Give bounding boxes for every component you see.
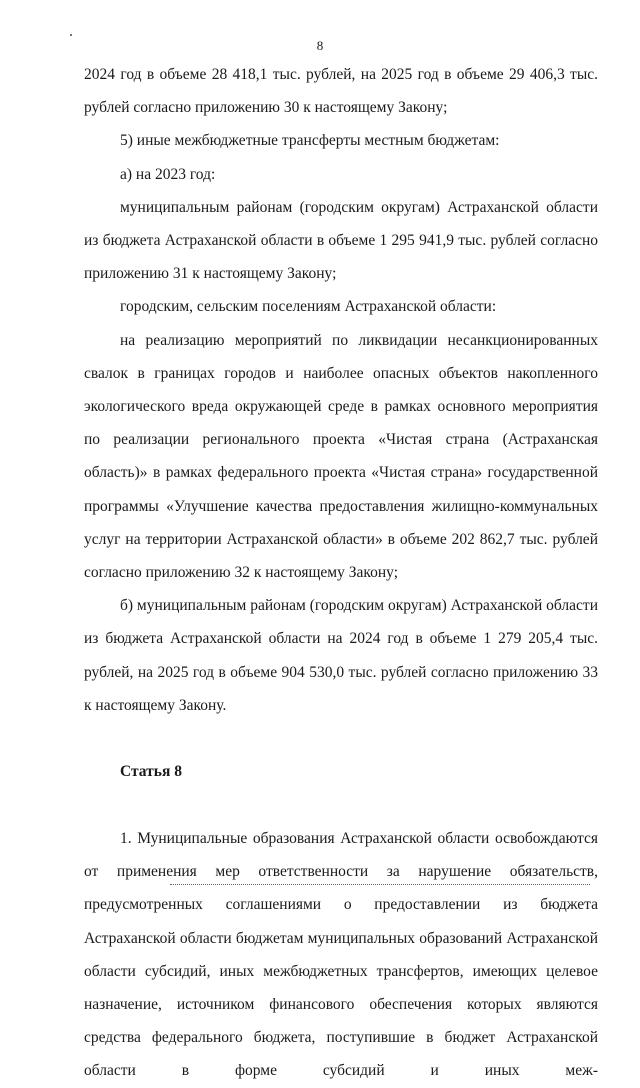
paragraph-continuation: 2024 год в объеме 28 418,1 тыс. рублей, на 2025 год в объеме 29 406,3 тыс. рублей согласно приложению 30 к настоящему Закону; bbox=[84, 66, 598, 117]
document-body bbox=[84, 58, 598, 1088]
scan-mark bbox=[70, 34, 72, 36]
paragraph-item-b: б) муниципальным районам (городским округам) Астраханской области из бюджета Астраханской области на 2024 год в объеме 1 279 205,4 тыс. рублей, на 2025 год в объеме 904 530,0 тыс. рублей согласно приложению 33 к настоящему Закону. bbox=[84, 597, 598, 714]
paragraph-clean-country: на реализацию мероприятий по ликвидации несанкционированных свалок в границах городов и наиболее опасных объектов накопленного экологического вреда окружающей среде в рамках основного мероприятия по реализации регионального проекта «Чистая страна (Астраханская область)» в рамках федерального проекта «Чистая страна» государственной программы «Улучшение качества предоставления жилищно-коммунальных услуг на территории Астраханской области» в объеме 202 862,7 тыс. рублей согласно приложению 32 к настоящему Закону; bbox=[84, 331, 598, 582]
paragraph-municipal-districts: муниципальным районам (городским округам) Астраханской области из бюджета Астраханской области в объеме 1 295 941,9 тыс. рублей согласно приложению 31 к настоящему Закону; bbox=[84, 198, 598, 283]
article-heading: Статья 8 bbox=[120, 763, 182, 781]
paragraph-article-8-item-1: 1. Муниципальные образования Астраханской области освобождаются от применения мер ответственности за нарушение обязательств, предусмотренных соглашениями о предоставлении из бюджета Астраханской области бюджетам муниципальных образований Астраханской области субсидий, иных межбюджетных трансфертов, имеющих целевое назначение, источником финансового обеспечения которых являются средства федерального бюджета, поступившие в бюджет Астраханской области в форме субсидий и иных меж- bbox=[84, 830, 598, 1080]
paragraph-settlements: городским, сельским поселениям Астраханской области: bbox=[120, 298, 497, 316]
paragraph-item-a: а) на 2023 год: bbox=[120, 165, 216, 183]
paragraph-item-5: 5) иные межбюджетные трансферты местным бюджетам: bbox=[120, 132, 500, 150]
page-number: 8 bbox=[316, 38, 324, 53]
page-bottom-dotted-line bbox=[170, 884, 590, 886]
